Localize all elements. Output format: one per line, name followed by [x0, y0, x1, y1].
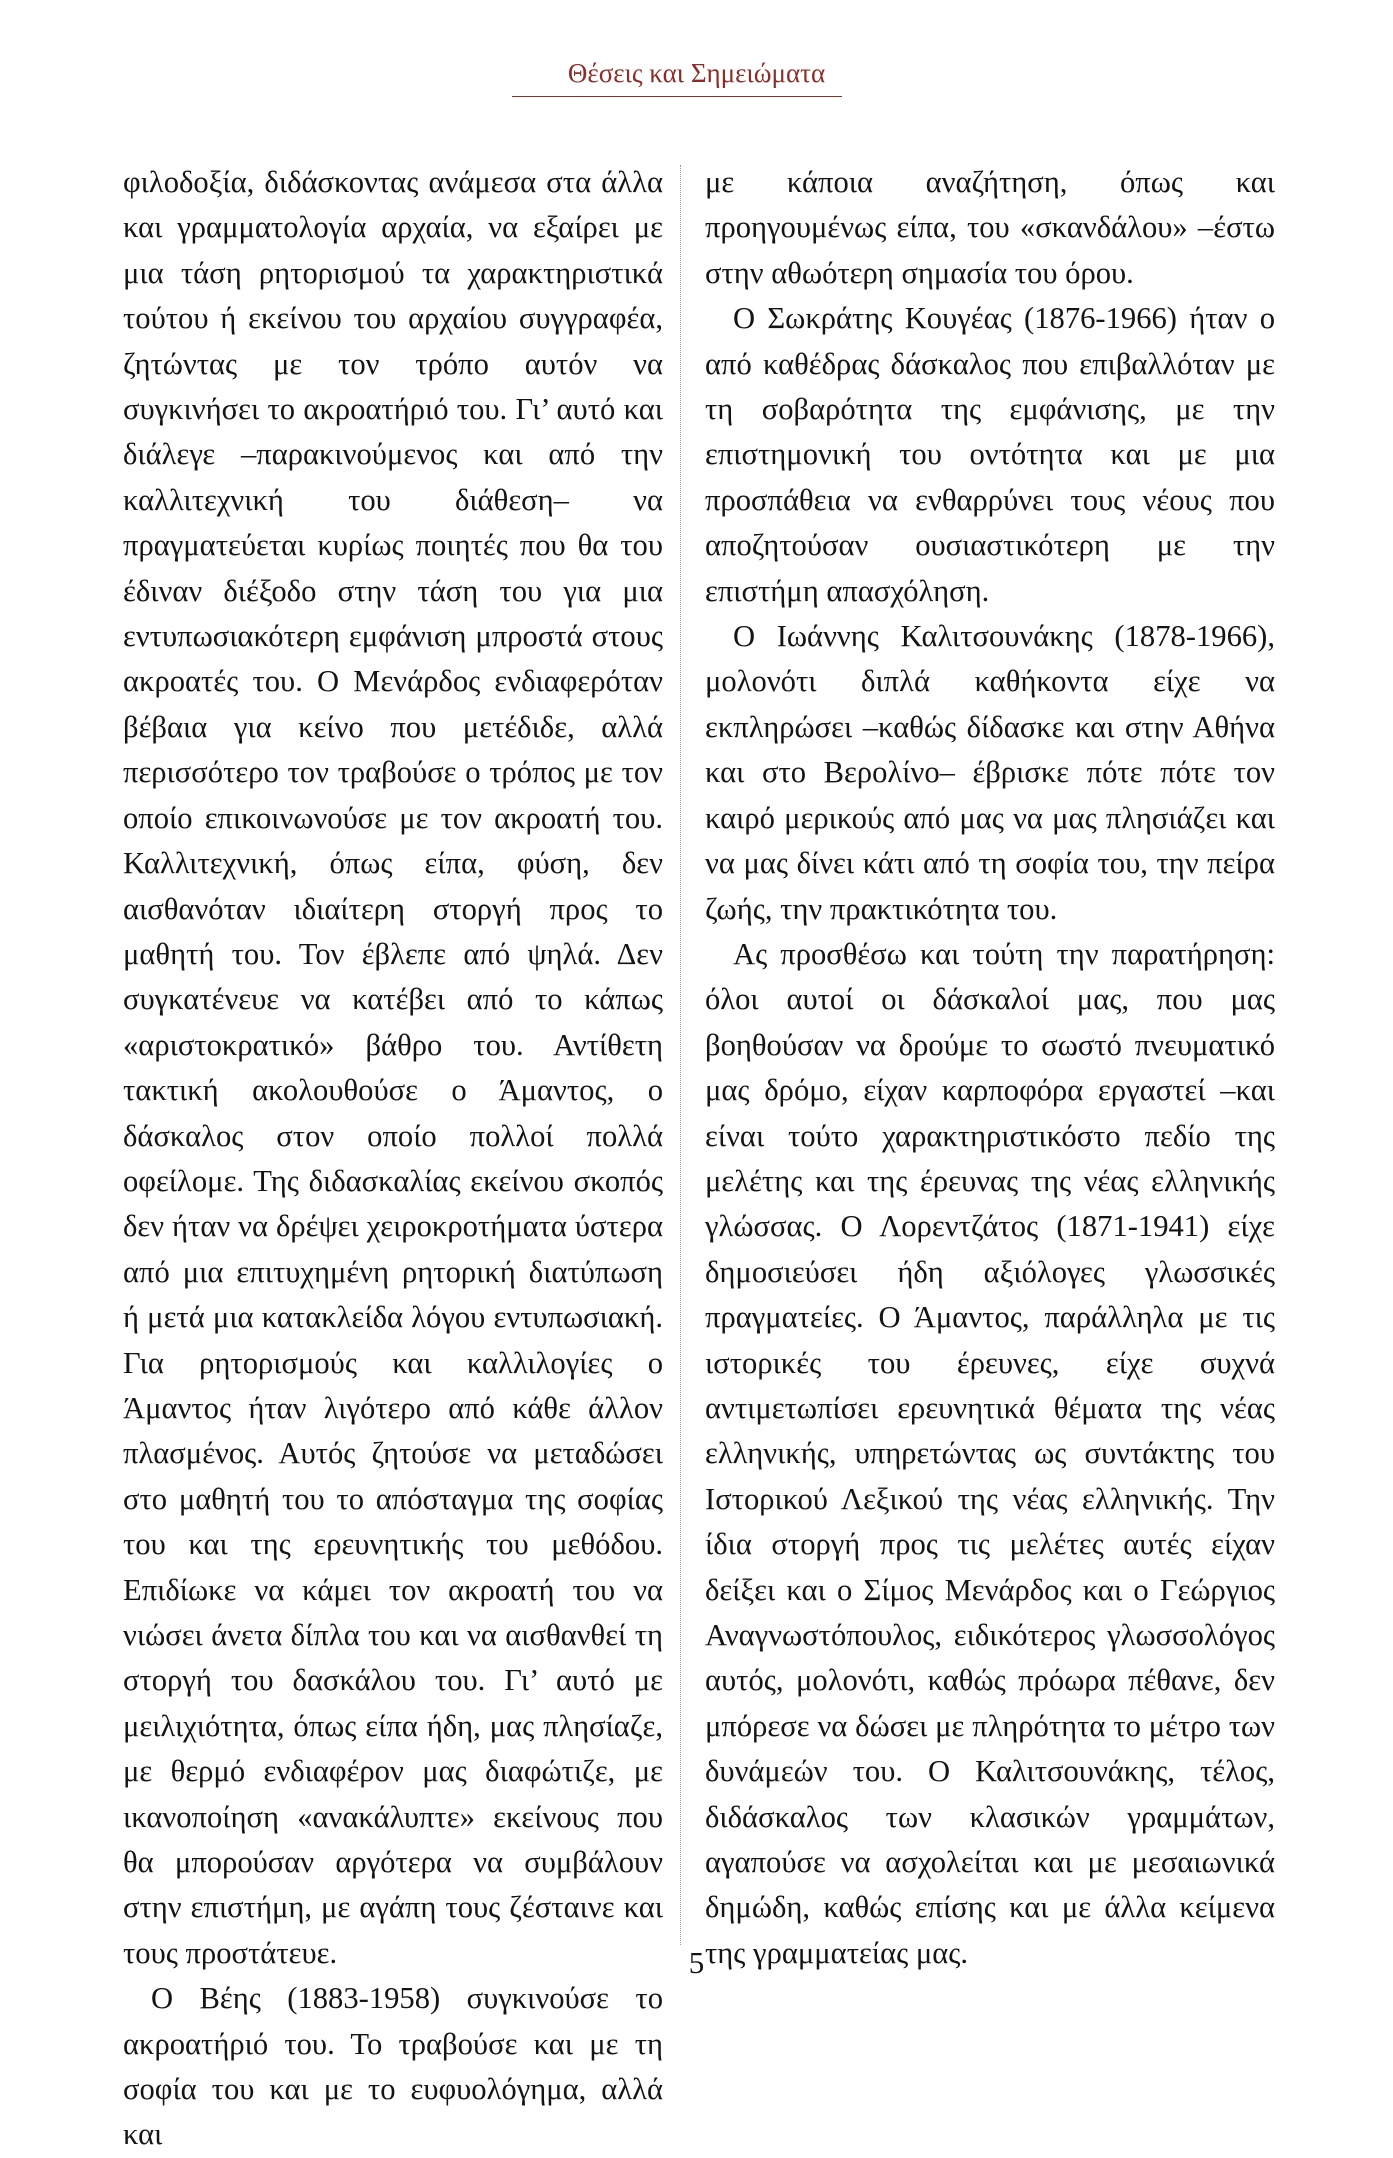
right-paragraph-3: Ο Ιωάννης Καλιτσουνάκης (1878-1966), μολονότι διπλά καθήκοντα είχε να εκπληρώσει –καθώς δίδασκε και στην Αθήνα και στο Βερολίνο– έβρισκε πότε πότε τον καιρό μερικούς από μας να μας πλησιάζει και να μας δίνει κάτι από τη σοφία του, την πείρα ζωής, την πρακτικότητα του. — [705, 619, 1275, 926]
right-paragraph-1: με κάποια αναζήτηση, όπως και προηγουμένως είπα, του «σκανδάλου» –έστω στην αθωότερη σημασία του όρου. — [705, 165, 1275, 290]
left-text-column — [123, 160, 663, 2158]
page-number: 5 — [688, 1945, 705, 1980]
left-paragraph-1: φιλοδοξία, διδάσκοντας ανάμεσα στα άλλα και γραμματολογία αρχαία, να εξαίρει με μια τάση ρητορισμού τα χαρακτηριστικά τούτου ή εκείνου του αρχαίου συγγραφέα, ζητώντας με τον τρόπο αυτόν να συγκινήσει το ακροατήριό του. Γι’ αυτό και διάλεγε –παρακινούμενος και από την καλλιτεχνική του διάθεση– να πραγματεύεται κυρίως ποιητές που θα του έδιναν διέξοδο στην τάση του για μια εντυπωσιακότερη εμφάνιση μπροστά στους ακροατές του. Ο Μενάρδος ενδιαφερόταν βέβαια για κείνο που μετέδιδε, αλλά περισσότερο τον τραβούσε ο τρόπος με τον οποίο επικοινωνούσε με τον ακροατή του. Καλλιτεχνική, όπως είπα, φύση, δεν αισθανόταν ιδιαίτερη στοργή προς το μαθητή του. Τον έβλεπε από ψηλά. Δεν συγκατένευε να κατέβει από το κάπως «αριστοκρατικό» βάθρο του. Αντίθετη τακτική ακολουθούσε ο Άμαντος, ο δάσκαλος στον οποίο πολλοί πολλά οφείλομε. Της διδασκαλίας εκείνου σκοπός δεν ήταν να δρέψει χειροκροτήματα ύστερα από μια επιτυχημένη ρητορική διατύπωση ή μετά μια κατακλείδα λόγου εντυπωσιακή. Για ρητορισμούς και καλλιλογίες ο Άμαντος ήταν λιγότερο από κάθε άλλον πλασμένος. Αυτός ζητούσε να μεταδώσει στο μαθητή του το απόσταγμα της σοφίας του και της ερευνητικής του μεθόδου. Επιδίωκε να κάμει τον ακροατή του να νιώσει άνετα δίπλα του και να αισθανθεί τη στοργή του δασκάλου του. Γι’ αυτό με μειλιχιότητα, όπως είπα ήδη, μας πλησίαζε, με θερμό ενδιαφέρον μας διαφώτιζε, με ικανοποίηση «ανακάλυπτε» εκείνους που θα μπορούσαν αργότερα να συμβάλουν στην επιστήμη, με αγάπη τους ζέσταινε και τους προστάτευε. — [123, 165, 663, 1970]
column-divider — [680, 165, 681, 1945]
right-text-column — [705, 160, 1275, 1976]
right-paragraph-4: Ας προσθέσω και τούτη την παρατήρηση: όλοι αυτοί οι δάσκαλοί μας, που μας βοηθούσαν να δρούμε το σωστό πνευματικό μας δρόμο, είχαν καρποφόρα εργαστεί –και είναι τούτο χαρακτηριστικόστο πεδίο της μελέτης και της έρευνας της νέας ελληνικής γλώσσας. Ο Λορεντζάτος (1871-1941) είχε δημοσιεύσει ήδη αξιόλογες γλωσσικές πραγματείες. Ο Άμαντος, παράλληλα με τις ιστορικές του έρευνες, είχε συχνά αντιμετωπίσει ερευνητικά θέματα της νέας ελληνικής, υπηρετώντας ως συντάκτης του Ιστορικού Λεξικού της νέας ελληνικής. Την ίδια στοργή προς τις μελέτες αυτές είχαν δείξει και ο Σίμος Μενάρδος και ο Γεώργιος Αναγνωστόπουλος, ειδικότερος γλωσσολόγος αυτός, μολονότι, καθώς πρόωρα πέθανε, δεν μπόρεσε να δώσει με πληρότητα το μέτρο των δυνάμεών του. Ο Καλιτσουνάκης, τέλος, διδάσκαλος των κλασικών γραμμάτων, αγαπούσε να ασχολείται και με μεσαιωνικά δημώδη, καθώς επίσης και με άλλα κείμενα της γραμματείας μας. — [705, 936, 1275, 1970]
running-header: Θέσεις και Σημειώματα — [567, 58, 826, 88]
right-paragraph-2: Ο Σωκράτης Κουγέας (1876-1966) ήταν ο από καθέδρας δάσκαλος που επιβαλλόταν με τη σοβαρότητα της εμφάνισης, με την επιστημονική του οντότητα και με μια προσπάθεια να ενθαρρύνει τους νέους που αποζητούσαν ουσιαστικότερη με την επιστήμη απασχόληση. — [705, 301, 1275, 608]
header-underline — [0, 96, 1393, 97]
left-paragraph-2: Ο Βέης (1883-1958) συγκινούσε το ακροατήριό του. Το τραβούσε και με τη σοφία του και με το ευφυολόγημα, αλλά και — [123, 1981, 663, 2152]
